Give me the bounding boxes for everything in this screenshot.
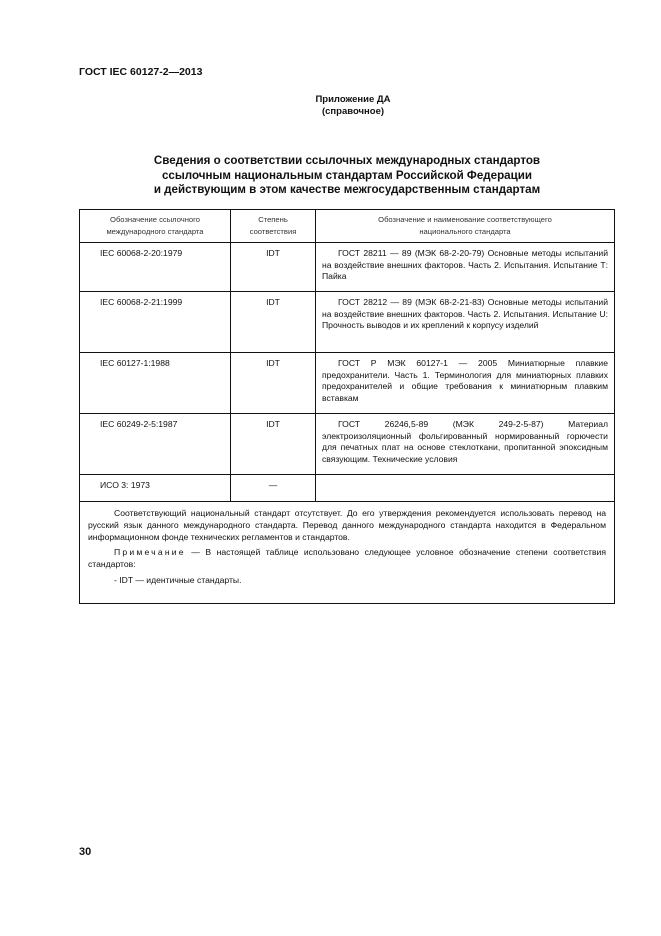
appendix-label: Приложение ДА	[315, 94, 391, 105]
header-text: Степень	[258, 215, 288, 224]
note-label: Примечание	[114, 547, 186, 558]
international-standard-cell: IEC 60068-2-21:1999	[80, 292, 231, 353]
degree-cell: —	[231, 475, 316, 502]
note-text: — В настоящей таблице использовано следующее условное обозначение степени соответствия стандартов:	[88, 547, 606, 570]
table-note-row	[80, 502, 615, 604]
degree-cell: IDT	[231, 292, 316, 353]
international-standard-cell: IEC 60068-2-20:1979	[80, 243, 231, 292]
degree-cell: IDT	[231, 414, 316, 475]
national-standard-cell: ГОСТ 26246,5-89 (МЭК 249-2-5-87) Материал электроизоляционный фольгированный нормированный горючести для печатных плат на основе стеклоткани, пропитанной эпоксидным связующим. Технические условия	[316, 414, 615, 475]
degree-cell: IDT	[231, 353, 316, 414]
table-row	[80, 475, 615, 502]
table-row	[80, 292, 615, 353]
title-line: Сведения о соответствии ссылочных международных стандартов	[153, 154, 541, 167]
international-standard-cell: ИСО 3: 1973	[80, 475, 231, 502]
table-row	[80, 243, 615, 292]
table-row	[80, 353, 615, 414]
national-standard-cell: ГОСТ 28211 — 89 (МЭК 68-2-20-79) Основные методы испытаний на воздействие внешних факторов. Часть 2. Испытания. Испытание Т: Пайка	[316, 243, 615, 292]
header-international-standard	[80, 210, 231, 243]
page-number: 30	[79, 846, 92, 858]
header-text: Обозначение и наименование соответствующего	[378, 215, 552, 224]
header-national-standard	[316, 210, 615, 243]
header-text: соответствия	[249, 227, 297, 236]
title-line: ссылочным национальным стандартам Российской Федерации	[161, 168, 532, 182]
header-degree	[231, 210, 316, 243]
appendix-heading	[0, 94, 661, 118]
national-standard-cell: ГОСТ 28212 — 89 (МЭК 68-2-21-83) Основные методы испытаний на воздействие внешних факторов. Часть 2. Испытания. Испытание U: Прочность выводов и их креплений к корпусу изделий	[316, 292, 615, 353]
table-row	[80, 414, 615, 475]
table-header-row	[80, 210, 615, 243]
title-line: и действующим в этом качестве межгосударственным стандартам	[153, 183, 541, 196]
header-text: национального стандарта	[419, 227, 511, 236]
international-standard-cell: IEC 60249-2-5:1987	[80, 414, 231, 475]
appendix-type: (справочное)	[321, 106, 385, 117]
section-title	[79, 154, 615, 198]
table-note	[80, 502, 615, 604]
note-paragraph: Соответствующий национальный стандарт отсутствует. До его утверждения рекомендуется использовать перевод на русский язык данного международного стандарта. Перевод данного международного стандарта находится в Федеральном информационном фонде технических регламентов и стандартов.	[88, 508, 606, 542]
degree-cell: IDT	[231, 243, 316, 292]
note-paragraph	[88, 547, 606, 571]
national-standard-cell	[316, 475, 615, 502]
document-code: ГОСТ IEC 60127-2—2013	[79, 66, 203, 78]
header-text: Обозначение ссылочного	[110, 215, 200, 224]
international-standard-cell: IEC 60127-1:1988	[80, 353, 231, 414]
header-text: международного стандарта	[106, 227, 204, 236]
national-standard-cell: ГОСТ Р МЭК 60127-1 — 2005 Миниатюрные плавкие предохранители. Часть 1. Терминология для миниатюрных плавких предохранителей и общие требования к миниатюрным плавким вставкам	[316, 353, 615, 414]
standards-table	[79, 209, 615, 604]
note-item: - IDT — идентичные стандарты.	[114, 574, 242, 585]
